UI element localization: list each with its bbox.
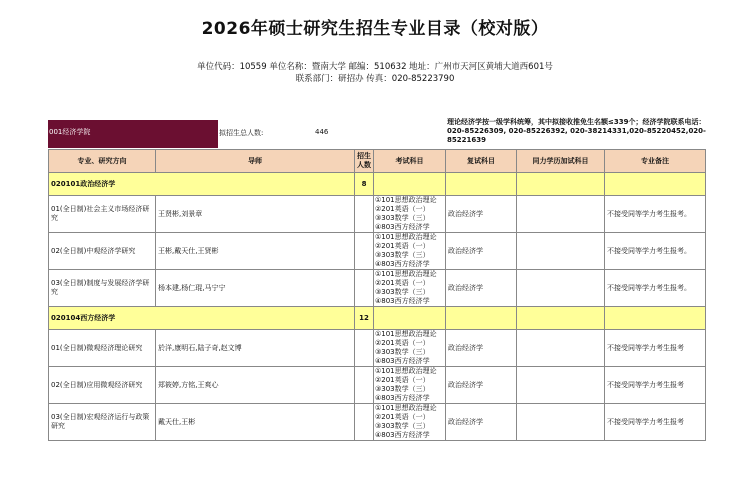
table-row (49, 404, 706, 441)
exam-subject: ③303数学（三） (375, 214, 430, 222)
total-enrollment-value: 446 (315, 128, 329, 136)
supervisor-cell: 於洋,康明石,陆子奇,赵文博 (156, 330, 355, 367)
column-header-equivalent: 同力学历加试科目 (517, 150, 605, 173)
column-header-exam: 考试科目 (374, 150, 446, 173)
table-row (49, 330, 706, 367)
retest-cell: 政治经济学 (446, 233, 517, 270)
exam-subject: ①101思想政治理论 (375, 367, 437, 375)
table-row (49, 196, 706, 233)
column-header-quota: 招生人数 (355, 150, 374, 173)
exam-subjects-cell (374, 404, 446, 441)
exam-subject: ①101思想政治理论 (375, 270, 437, 278)
exam-subject: ③303数学（三） (375, 288, 430, 296)
equivalent-cell (517, 330, 605, 367)
category-name: 020101政治经济学 (49, 173, 355, 196)
exam-subject: ④803西方经济学 (375, 357, 430, 365)
exam-subject: ④803西方经济学 (375, 297, 430, 305)
column-header-retest: 复试科目 (446, 150, 517, 173)
direction-cell: 03(全日制)制度与发展经济学研究 (49, 270, 156, 307)
unit-info-line: 单位代码：10559 单位名称：暨南大学 邮编：510632 地址：广州市天河区黄埔大道西601号 (197, 62, 553, 72)
exam-subject: ②201英语（一） (375, 376, 430, 384)
direction-cell: 01(全日制)社会主义市场经济研究 (49, 196, 156, 233)
retest-cell: 政治经济学 (446, 404, 517, 441)
column-header-remark: 专业备注 (605, 150, 706, 173)
exam-subjects-cell (374, 196, 446, 233)
retest-cell: 政治经济学 (446, 330, 517, 367)
category-quota: 12 (355, 307, 374, 330)
exam-subjects-cell (374, 367, 446, 404)
supervisor-cell: 郑筱婷,方铭,王爽心 (156, 367, 355, 404)
category-name: 020104西方经济学 (49, 307, 355, 330)
exam-subject: ①101思想政治理论 (375, 330, 437, 338)
category-row (49, 307, 706, 330)
exam-subject: ④803西方经济学 (375, 223, 430, 231)
exam-subject: ②201英语（一） (375, 242, 430, 250)
exam-subject: ①101思想政治理论 (375, 233, 437, 241)
department-note: 理论经济学按一级学科统筹，其中拟接收推免生名额≤339个；经济学院联系电话：020-85226309, 020-85226392, 020-38214331,020-85220452,020-85221639 (447, 118, 706, 144)
exam-subject: ③303数学（三） (375, 385, 430, 393)
column-header-supervisor: 导师 (156, 150, 355, 173)
remark-cell: 不接受同等学力考生报考。 (605, 270, 706, 307)
direction-cell: 02(全日制)应用微观经济研究 (49, 367, 156, 404)
equivalent-cell (517, 196, 605, 233)
remark-cell: 不接受同等学力考生报考 (605, 367, 706, 404)
exam-subject: ④803西方经济学 (375, 260, 430, 268)
major-catalog-table (48, 149, 706, 441)
exam-subject: ③303数学（三） (375, 422, 430, 430)
remark-cell: 不接受同等学力考生报考 (605, 404, 706, 441)
exam-subject: ④803西方经济学 (375, 431, 430, 439)
supervisor-cell: 杨本建,杨仁琨,马宁宁 (156, 270, 355, 307)
exam-subject: ③303数学（三） (375, 348, 430, 356)
table-header-row (49, 150, 706, 173)
exam-subject: ①101思想政治理论 (375, 196, 437, 204)
supervisor-cell: 戴天仕,王彬 (156, 404, 355, 441)
exam-subject: ①101思想政治理论 (375, 404, 437, 412)
contact-info-line: 联系部门：研招办 传真：020-85223790 (295, 74, 455, 84)
supervisor-cell: 王彬,戴天仕,王贤彬 (156, 233, 355, 270)
exam-subjects-cell (374, 233, 446, 270)
remark-cell: 不接受同等学力考生报考 (605, 330, 706, 367)
supervisor-cell: 王贤彬,刘景章 (156, 196, 355, 233)
exam-subject: ②201英语（一） (375, 339, 430, 347)
exam-subjects-cell (374, 270, 446, 307)
category-row (49, 173, 706, 196)
exam-subject: ③303数学（三） (375, 251, 430, 259)
table-row (49, 270, 706, 307)
total-enrollment-label: 拟招生总人数: (219, 129, 264, 137)
remark-cell: 不接受同等学力考生报考。 (605, 233, 706, 270)
equivalent-cell (517, 404, 605, 441)
category-quota: 8 (355, 173, 374, 196)
direction-cell: 03(全日制)宏观经济运行与政策研究 (49, 404, 156, 441)
exam-subject: ②201英语（一） (375, 413, 430, 421)
remark-cell: 不接受同等学力考生报考。 (605, 196, 706, 233)
retest-cell: 政治经济学 (446, 367, 517, 404)
column-header-major: 专业、研究方向 (49, 150, 156, 173)
retest-cell: 政治经济学 (446, 270, 517, 307)
exam-subject: ②201英语（一） (375, 205, 430, 213)
equivalent-cell (517, 367, 605, 404)
table-row (49, 233, 706, 270)
retest-cell: 政治经济学 (446, 196, 517, 233)
equivalent-cell (517, 233, 605, 270)
table-row (49, 367, 706, 404)
exam-subject: ④803西方经济学 (375, 394, 430, 402)
direction-cell: 01(全日制)微观经济理论研究 (49, 330, 156, 367)
department-name-banner: 001经济学院 (48, 120, 218, 148)
exam-subjects-cell (374, 330, 446, 367)
page-title: 2026年硕士研究生招生专业目录（校对版） (201, 19, 549, 39)
direction-cell: 02(全日制)中观经济学研究 (49, 233, 156, 270)
equivalent-cell (517, 270, 605, 307)
exam-subject: ②201英语（一） (375, 279, 430, 287)
